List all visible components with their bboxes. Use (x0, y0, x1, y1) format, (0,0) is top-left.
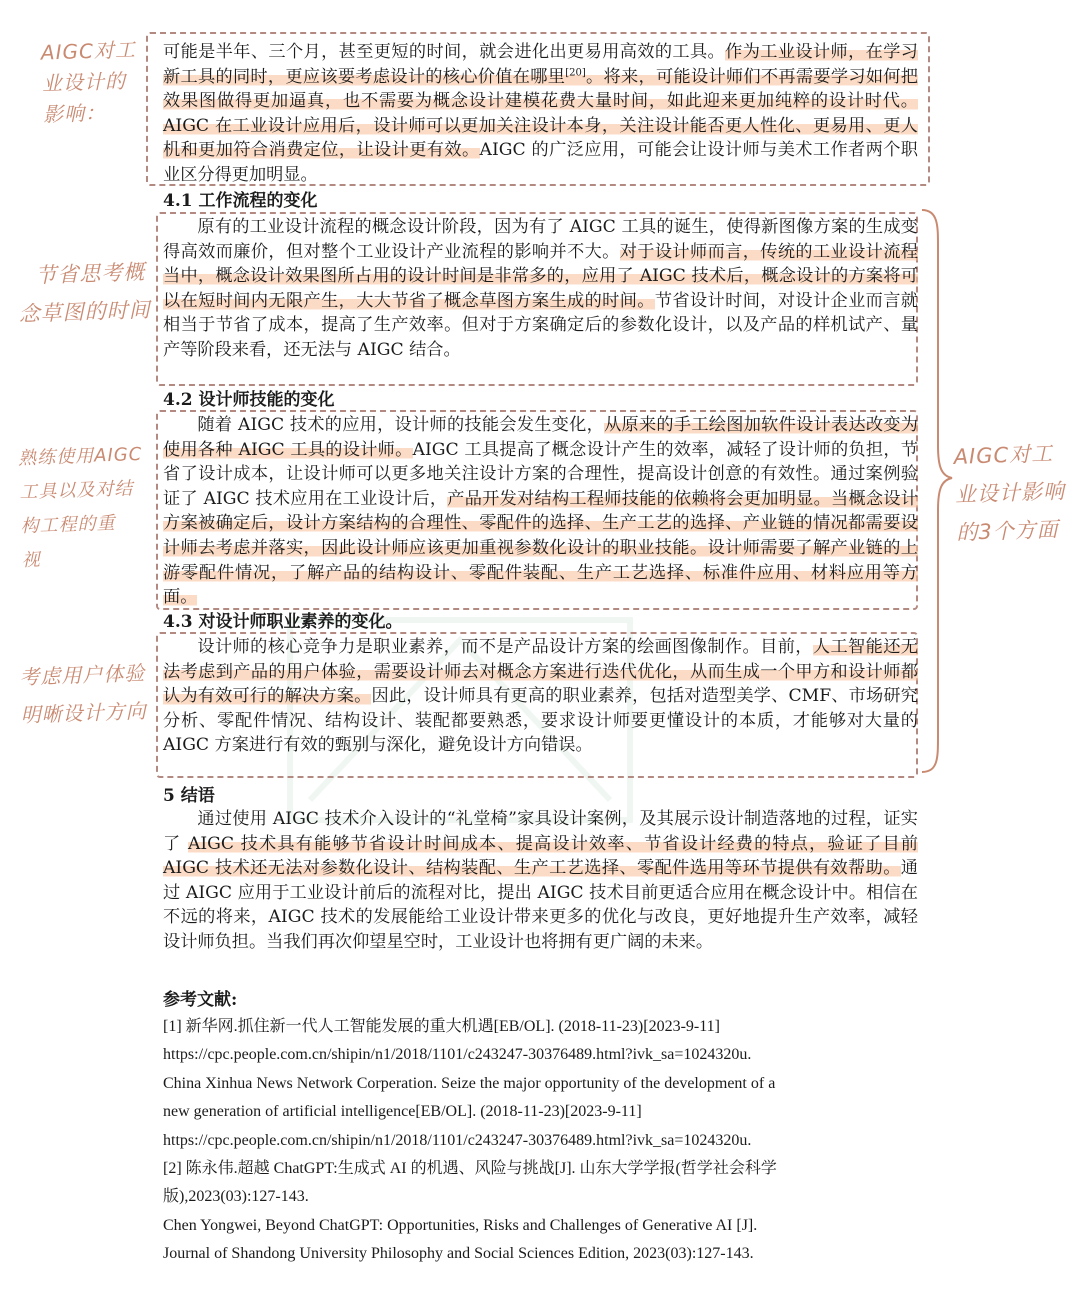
curly-brace-mark (916, 206, 956, 776)
reference-line: 版),2023(03):127-143. (163, 1188, 309, 1206)
section-4-2-paragraph: 随着 AIGC 技术的应用，设计师的技能会发生变化，从原来的手工绘图加软件设计表达改变为使用各种 AIGC 工具的设计师。AIGC 工具提高了概念设计产生的效率，减轻了设计师的负担，节省了设计成本，让设计师可以更多地关注设计方案的合理性，提高设计创意的有效性。通过案例验证了 AIGC 技术应用在工业设计后，产品开发对结构工程师技能的依赖将会更加明显。当概念设计方案被确定后，设计方案结构的合理性、零配件的选择、生产工艺的选择、产业链的情况都需要设计师去考虑并落实，因此设计师应该更加重视参数化设计的职业技能。设计师需要了解产业链的上游零配件情况，了解产品的结构设计、零配件装配、生产工艺选择、标准件应用、材料应用等方面。 (163, 415, 918, 608)
reference-line: https://cpc.people.com.cn/shipin/n1/2018/1101/c243247-30376489.html?ivk_sa=1024320u. (163, 1131, 752, 1149)
reference-line: China Xinhua News Network Corperation. Seize the major opportunity of the development of a (163, 1074, 776, 1092)
annotation-save-time: 节省思考概 念草图的时间 (18, 259, 152, 327)
references-list (163, 1013, 923, 1269)
reference-line: new generation of artificial intelligence[EB/OL]. (2018-11-23)[2023-9-11] (163, 1103, 642, 1121)
section-4-3-heading: 4.3 对设计师职业素养的变化。 (163, 612, 403, 632)
s41-highlight: 对于设计师而言，传统的工业设计流程当中，概念设计效果图所占用的设计时间是非常多的，应用了 AIGC 技术后，概念设计的方案将可以在短时间内无限产生，大大节省了概念草图方案生成的时间。 (163, 241, 918, 311)
reference-line: https://cpc.people.com.cn/shipin/n1/2018/1101/c243247-30376489.html?ivk_sa=1024320u. (163, 1046, 752, 1064)
intro-paragraph (163, 40, 918, 188)
reference-line: Journal of Shandong University Philosophy and Social Sciences Edition, 2023(03):127-143. (163, 1245, 754, 1263)
reference-line: [1] 新华网.抓住新一代人工智能发展的重大机遇[EB/OL]. (2018-11-23)[2023-9-11] (163, 1018, 720, 1035)
references-title: 参考文献: (163, 990, 238, 1010)
section-4-3-paragraph: 设计师的核心竞争力是职业素养，而不是产品设计方案的绘画图像制作。目前，人工智能还无法考虑到产品的用户体验，需要设计师去对概念方案进行迭代优化，从而生成一个甲方和设计师都认为有效可行的解决方案。因此，设计师具有更高的职业素养，包括对造型美学、CMF、市场研究分析、零配件情况、结构设计、装配都要熟悉，要求设计师要更懂设计的本质，才能够对大量的 AIGC 方案进行有效的甄别与深化，避免设计方向错误。 (163, 637, 918, 756)
annotation-skill: 熟练使用AIGC 工具以及对结 构工程的重 视 (17, 443, 143, 572)
section-5-paragraph: 通过使用 AIGC 技术介入设计的“礼堂椅”家具设计案例，及其展示设计制造落地的过程，证实了 AIGC 技术具有能够节省设计时间成本、提高设计效率、节省设计经费的特点，验证了目前 AIGC 技术还无法对参数化设计、结构装配、生产工艺选择、零配件选用等环节提供有效帮助。通过 AIGC 应用于工业设计前后的流程对比，提出 AIGC 技术目前更适合应用在概念设计中。相信在不远的将来，AIGC 技术的发展能给工业设计带来更多的优化与改良，更好地提升生产效率，减轻设计师负担。当我们再次仰望星空时，工业设计也将拥有更广阔的未来。 (163, 809, 918, 952)
citation-mark: [20] (565, 66, 586, 78)
intro-text-plain: 可能是半年、三个月，甚至更短的时间，就会进化出更易用高效的工具。 (163, 42, 726, 62)
s5-highlight: AIGC 技术具有能够节省设计时间成本、提高设计效率、节省设计经费的特点，验证了目前 AIGC 技术还无法对参数化设计、结构装配、生产工艺选择、零配件选用等环节提供有效帮助。 (163, 833, 918, 879)
annotation-user-experience: 考虑用户体验 明晰设计方向 (18, 660, 148, 728)
intro-highlight: 作为工业设计师，在学习新工具的同时，更应该要考虑设计的核心价值在哪里[20]。将来，可能设计师们不再需要学习如何把效果图做得更加逼真，也不需要为概念设计建模花费大量时间，如此迎来更加纯粹的设计时代。AIGC 在工业设计应用后，设计师可以更加关注设计本身，关注设计能否更人性化、更易用、更人机和更加符合消费定位，让设计更有效。 (163, 42, 918, 161)
reference-line: Chen Yongwei, Beyond ChatGPT: Opportunities, Risks and Challenges of Generative AI [J]. (163, 1216, 758, 1234)
section-4-1-paragraph: 原有的工业设计流程的概念设计阶段，因为有了 AIGC 工具的诞生，使得新图像方案的生成变得高效而廉价，但对整个工业设计产业流程的影响并不大。对于设计师而言，传统的工业设计流程当中，概念设计效果图所占用的设计时间是非常多的，应用了 AIGC 技术后，概念设计的方案将可以在短时间内无限产生，大大节省了概念草图方案生成的时间。节省设计时间，对设计企业而言就相当于节省了成本，提高了生产效率。但对于方案确定后的参数化设计，以及产品的样机试产、量产等阶段来看，还无法与 AIGC 结合。 (163, 217, 918, 360)
s42-highlight-2: 产品开发对结构工程师技能的依赖将会更加明显。当概念设计方案被确定后，设计方案结构的合理性、零配件的选择、生产工艺的选择、产业链的情况都需要设计师去考虑并落实，因此设计师应该更加重视参数化设计的职业技能。设计师需要了解产业链的上游零配件情况，了解产品的结构设计、零配件装配、生产工艺选择、标准件应用、材料应用等方面。 (163, 488, 918, 608)
annotation-aigc-impact: AIGC对工 业设计的 影响： (40, 37, 137, 127)
reference-line: [2] 陈永伟.超越 ChatGPT:生成式 AI 的机遇、风险与挑战[J]. 山东大学学报(哲学社会科学 (163, 1160, 777, 1178)
s42-highlight-1: 从原来的手工绘图加软件设计表达改变为使用各种 AIGC 工具的设计师。 (163, 415, 918, 460)
s43-highlight: 人工智能还无法考虑到产品的用户体验，需要设计师去对概念方案进行迭代优化，从而生成一个甲方和设计师都认为有效可行的解决方案。 (163, 637, 918, 707)
section-4-1-heading: 4.1 工作流程的变化 (163, 191, 318, 211)
annotation-three-aspects: AIGC对工 业设计影响 的3个方面 (953, 441, 1066, 545)
intro-text-end: AIGC 的广泛应用，可能会让设计师与美术工作者两个职业区分得更加明显。 (163, 140, 918, 185)
section-5-heading: 5 结语 (163, 786, 215, 806)
section-4-2-heading: 4.2 设计师技能的变化 (163, 390, 335, 410)
